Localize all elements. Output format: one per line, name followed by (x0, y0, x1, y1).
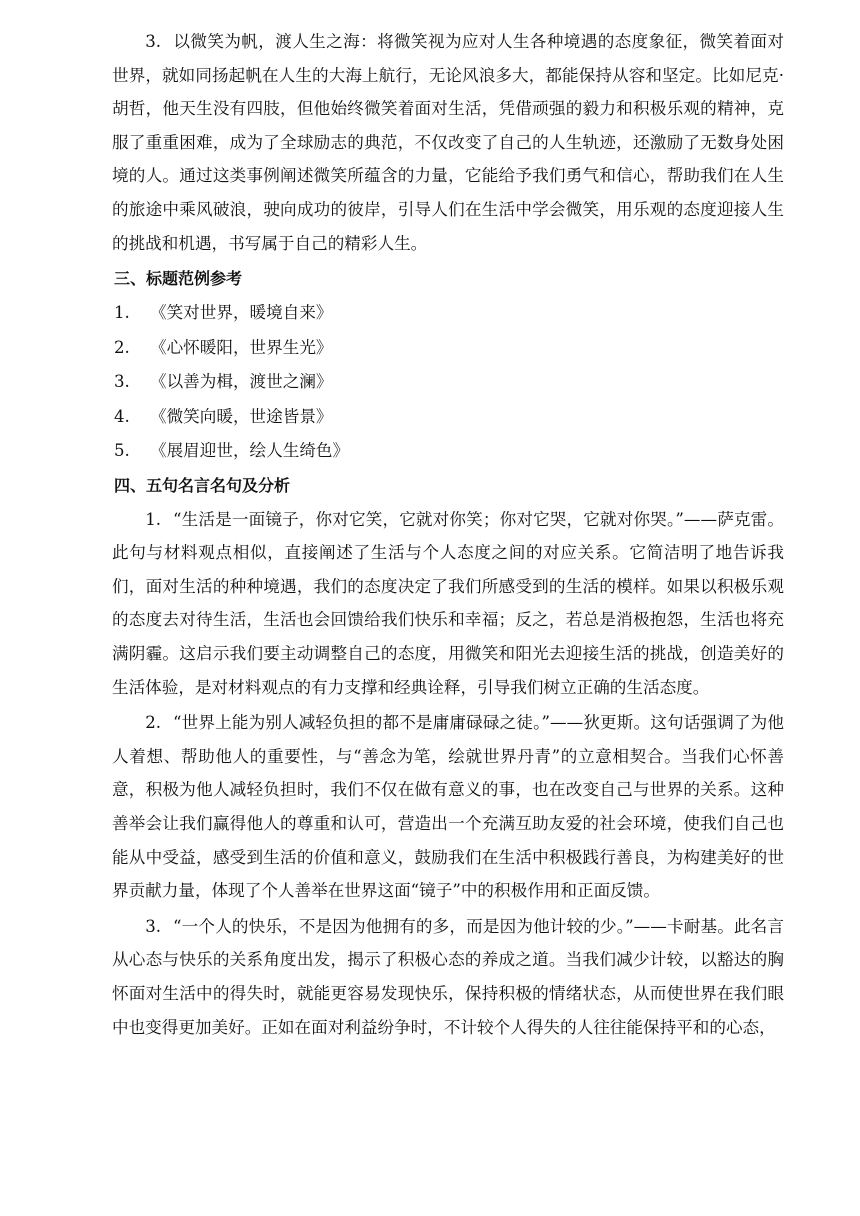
quote-analysis-item (112, 706, 784, 908)
item-number: 1. (145, 509, 162, 529)
item-text: “生活是一面镜子，你对它笑，它就对你笑；你对它哭，它就对你哭。”——萨克雷。此句与材料观点相似，直接阐述了生活与个人态度之间的对应关系。它简洁明了地告诉我们，面对生活的种种境遇，我们的态度决定了我们所感受到的生活的模样。如果以积极乐观的态度去对待生活，生活也会回馈给我们快乐和幸福；反之，若总是消极抱怨，生活也将充满阴霾。这启示我们要主动调整自己的态度，用微笑和阳光去迎接生活的挑战，创造美好的生活体验，是对材料观点的有力支撑和经典诠释，引导我们树立正确的生活态度。 (112, 509, 784, 697)
item-number: 3. (145, 32, 162, 51)
quote-analysis-item (112, 503, 784, 705)
item-text: 《微笑向暖，世途皆景》 (150, 406, 333, 426)
list-item (114, 331, 784, 366)
item-text: 《展眉迎世，绘人生绮色》 (150, 441, 350, 461)
title-examples-list (112, 296, 784, 469)
list-item (114, 365, 784, 400)
quote-analysis-item (112, 910, 784, 1044)
list-item (114, 400, 784, 435)
item-text: 以微笑为帆，渡人生之海：将微笑视为应对人生各种境遇的态度象征，微笑着面对世界，就如同扬起帆在人生的大海上航行，无论风浪多大，都能保持从容和坚定。比如尼克·胡哲，他天生没有四肢，但他始终微笑着面对生活，凭借顽强的毅力和积极乐观的精神，克服了重重困难，成为了全球励志的典范，不仅改变了自己的人生轨迹，还激励了无数身处困境的人。通过这类事例阐述微笑所蕴含的力量，它能给予我们勇气和信心，帮助我们在人生的旅途中乘风破浪，驶向成功的彼岸，引导人们在生活中学会微笑，用乐观的态度迎接人生的挑战和机遇，书写属于自己的精彩人生。 (112, 32, 784, 253)
item-text: 《以善为楫，渡世之澜》 (150, 372, 333, 392)
item-number: 2. (145, 713, 162, 733)
list-item (114, 434, 784, 469)
item-number: 3. (114, 372, 130, 392)
item-text: “世界上能为别人减轻负担的都不是庸庸碌碌之徒。”——狄更斯。这句话强调了为他人着想、帮助他人的重要性，与“善念为笔，绘就世界丹青”的立意相契合。当我们心怀善意，积极为他人减轻负担时，我们不仅在做有意义的事，也在改变自己与世界的关系。这种善举会让我们赢得他人的尊重和认可，营造出一个充满互助友爱的社会环境，使我们自己也能从中受益，感受到生活的价值和意义，鼓励我们在生活中积极践行善良，为构建美好的世界贡献力量，体现了个人善举在世界这面“镜子”中的积极作用和正面反馈。 (112, 713, 784, 901)
item-number: 1. (114, 303, 130, 323)
item-number: 4. (114, 406, 130, 426)
section-heading: 四、五句名言名句及分析 (114, 475, 291, 495)
item-number: 3. (145, 916, 162, 936)
section-heading: 三、标题范例参考 (114, 269, 243, 289)
list-item (112, 25, 784, 260)
item-text: 《心怀暖阳，世界生光》 (150, 337, 333, 357)
item-number: 5. (114, 441, 130, 461)
list-item (114, 296, 784, 331)
item-number: 2. (114, 337, 130, 357)
item-text: “一个人的快乐，不是因为他拥有的多，而是因为他计较的少。”——卡耐基。此名言从心态与快乐的关系角度出发，揭示了积极心态的养成之道。当我们减少计较，以豁达的胸怀面对生活中的得失时，就能更容易发现快乐，保持积极的情绪状态，从而使世界在我们眼中也变得更加美好。正如在面对利益纷争时，不计较个人得失的人往往能保持平和的心态， (112, 916, 784, 1037)
item-text: 《笑对世界，暖境自来》 (150, 303, 333, 323)
